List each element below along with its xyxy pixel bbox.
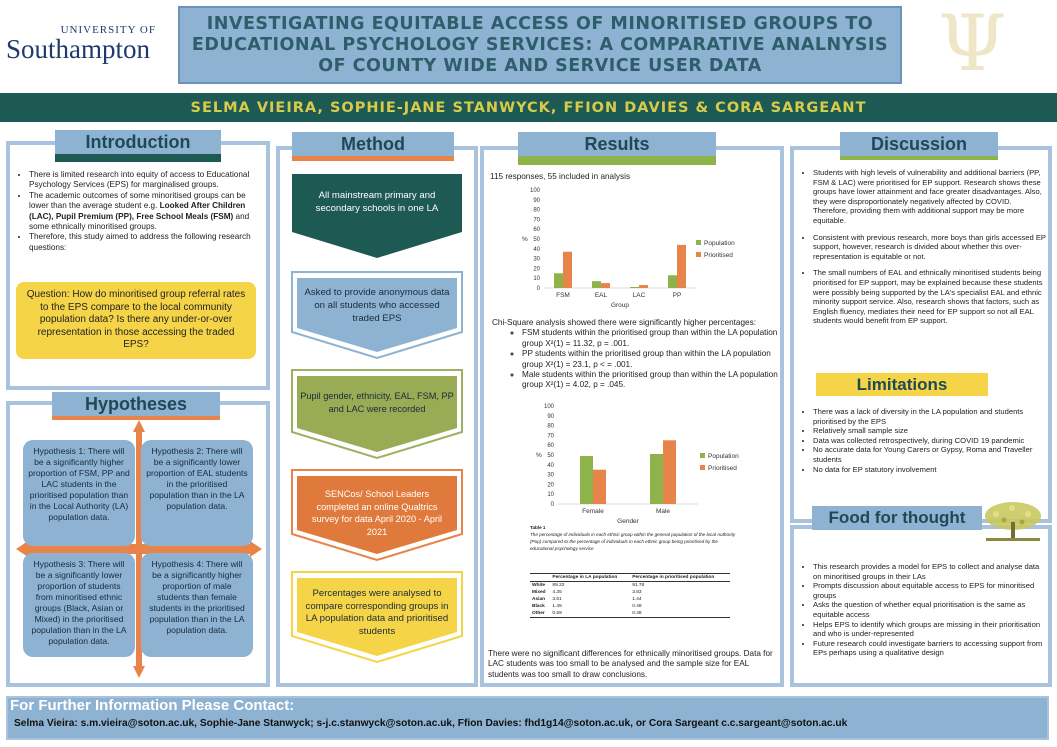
y-tick-label: 90: [547, 413, 554, 420]
table-cell: Black: [532, 604, 545, 609]
bar-population-fsm: [554, 273, 563, 288]
bar-population-pp: [668, 275, 677, 288]
table-cell: 4.35: [552, 590, 562, 595]
table-cell: Other: [530, 610, 550, 618]
food-item: • Helps EPS to identify which groups are missing in their prioritisation and who is under-represented: [813, 620, 1046, 639]
bar-population-lac: [630, 287, 639, 288]
limitation-item: • There was a lack of diversity in the LA population and students prioritised by the EPS: [813, 407, 1046, 426]
y-tick-label: 80: [547, 423, 554, 430]
hypothesis-3: Hypothesis 3: There will be a significantly lower proportion of students from minoritised ethnic groups (Black, Asian or Mixed) in the prioritised population than in the LA population data.: [23, 553, 135, 657]
y-tick-label: 100: [529, 188, 540, 194]
table-caption-block: [530, 524, 740, 552]
y-tick-label: 80: [533, 207, 540, 214]
y-tick-label: 10: [533, 276, 540, 283]
gender-bar-chart: [518, 398, 768, 526]
research-question: [16, 282, 256, 359]
table-cell: 0.48: [630, 610, 730, 618]
introduction-heading-text: Introduction: [85, 132, 191, 152]
heading-underline: [518, 156, 716, 165]
logo-southampton: Southampton: [6, 34, 151, 64]
legend-label: Population: [704, 240, 735, 247]
legend-swatch: [696, 252, 701, 257]
y-tick-label: 30: [547, 472, 554, 479]
table-cell: 1.44: [632, 597, 642, 602]
results-conclusion: There were no significant differences for ethnically minoritised groups. Data for LAC students was too small to be analysed and the sample size for EAL students was too small to draw conclusions.: [488, 649, 773, 679]
x-axis-label: Group: [610, 302, 630, 309]
legend-label: Population: [708, 453, 739, 460]
bar-population-male: [650, 454, 663, 504]
authors: SELMA VIEIRA, SOPHIE-JANE STANWYCK, FFION DAVIES & CORA SARGEANT: [190, 99, 867, 116]
results-heading: [518, 132, 716, 156]
discussion-heading-text: Discussion: [870, 134, 968, 154]
limitation-item: • Data was collected retrospectively, during COVID 19 pandemic: [813, 436, 1046, 446]
limitations-heading: [816, 373, 988, 396]
limitations-body: [800, 407, 1046, 474]
discussion-bullet: • The small numbers of EAL and ethnically minoritised students being prioritised for EP support, may be explained because these students were possibly being supported by the LA's specialist EAL and ethnic minority support service. Also, research shows that factors, such as English fluency, mediates their need for EP support so not all EAL students would benefit from EP support.: [813, 268, 1046, 326]
limitation-item: • Relatively small sample size: [813, 426, 1046, 436]
y-tick-label: 70: [547, 433, 554, 440]
introduction-heading: [55, 130, 221, 154]
research-question-text: Question: How do minoritised group referral rates to the EPS compare to the local community population data? Is there any under-or-over representation in those accessing the traded EPS?: [26, 289, 246, 351]
food-body: [800, 562, 1046, 658]
y-tick-label: 70: [533, 217, 540, 224]
heading-underline: [55, 154, 221, 162]
bar-prioritised-lac: [639, 285, 648, 288]
intro-text: and some ethnically minoritised groups.: [29, 211, 250, 232]
legend-swatch: [700, 465, 705, 470]
legend-label: Prioritised: [708, 465, 737, 472]
table-cell: White: [532, 583, 546, 588]
chi-intro: Chi-Square analysis showed there were significantly higher percentages:: [492, 318, 756, 327]
x-tick-label: Female: [582, 508, 604, 515]
result-item: ◦ Male students within the prioritised group than within the LA population group X²(1) = 4.02, p = .045.: [522, 370, 778, 391]
method-heading: [292, 132, 454, 156]
footer-contact: Selma Vieira: s.m.vieira@soton.ac.uk, Sophie-Jane Stanwyck; s-j.c.stanwyck@soton.ac.uk, Ffion Davies: fhd1g14@soton.ac.uk, or Cora Sargeant c.c.sargeant@soton.ac.uk: [14, 718, 848, 729]
x-tick-label: PP: [672, 292, 682, 299]
legend-label: Prioritised: [704, 252, 733, 259]
table-cell: 3.61: [552, 597, 562, 602]
x-tick-label: LAC: [632, 292, 646, 299]
logo-university-of: UNIVERSITY OF: [60, 24, 156, 36]
table-cell: 0.48: [632, 604, 642, 609]
legend-swatch: [696, 240, 701, 245]
table-cell: 1.45: [552, 604, 562, 609]
discussion-bullet: • Students with high levels of vulnerability and additional barriers (PP, FSM & LAC) were prioritised for EP support. Research shows these groups have lower attainment and face greater disadvantages. Also, they were disproportionately negatively affected by COVID. Therefore, providing them with additional support may be more equitable.: [813, 168, 1046, 226]
y-tick-label: 20: [547, 482, 554, 489]
limitation-item: • No accurate data for Young Carers or Gypsy, Roma and Traveller students: [813, 445, 1046, 464]
results-chi-square: [492, 318, 778, 391]
x-axis-label: Gender: [617, 518, 639, 525]
y-tick-label: 90: [533, 197, 540, 204]
introduction-body: [16, 170, 262, 253]
food-heading-text: Food for thought: [828, 508, 966, 527]
group-bar-chart: [500, 182, 770, 312]
method-heading-text: Method: [341, 134, 405, 154]
y-tick-label: 50: [547, 453, 554, 459]
bar-prioritised-pp: [677, 245, 686, 288]
tree-icon: [982, 500, 1044, 542]
discussion-heading: [840, 132, 998, 156]
table-caption: The percentage of individuals in each ethnic group within the general population of the local Authority (Pop) compared to the percentage of individuals in each ethnic group being prioritised by the educational psychology service: [530, 532, 736, 551]
x-tick-label: FSM: [556, 292, 570, 299]
table-row: [530, 596, 730, 603]
table-cell: 91.78: [632, 583, 645, 588]
intro-bullet: • Therefore, this study aimed to address the following research questions:: [29, 232, 262, 253]
table-row: [530, 610, 730, 618]
food-item: • Prompts discussion about equitable access to EPS for minoritised groups: [813, 581, 1046, 600]
food-item: • This research provides a model for EPS to collect and analyse data on minoritised groups in their LAs: [813, 562, 1046, 581]
y-axis-label: %: [522, 236, 528, 243]
table-header-cell: Percentage in LA population: [550, 574, 630, 582]
x-tick-label: Male: [655, 508, 671, 515]
discussion-bullet: • Consistent with previous research, more boys than girls accessed EP support, however, research is divided about whether this over-representation is equitable or not.: [813, 233, 1046, 262]
y-tick-label: 40: [533, 246, 540, 253]
bar-prioritised-eal: [601, 283, 610, 288]
y-tick-label: 60: [533, 227, 540, 234]
bar-prioritised-male: [663, 440, 676, 504]
y-axis-label: %: [536, 452, 542, 459]
bar-population-female: [580, 456, 593, 504]
table-cell: 0.59: [550, 610, 630, 618]
limitation-item: • No data for EP statutory involvement: [813, 465, 1046, 475]
hypothesis-1: Hypothesis 1: There will be a significantly higher proportion of FSM, PP and LAC students in the prioritised population than in the Local Authority (LA) population data.: [23, 440, 135, 546]
hypothesis-2: Hypothesis 2: There will be a significantly lower proportion of EAL students in the prioritised population than in the LA population data.: [141, 440, 253, 546]
intro-bold: Looked After Children (LAC), Pupil Premium (PP), Free School Meals (FSM): [29, 201, 246, 221]
intro-text: The academic outcomes of some minoritised groups can be lower than the average student e.g.: [29, 190, 246, 211]
intro-bullet: • There is limited research into equity of access to Educational Psychology Services (EPS) for marginalised groups.: [29, 170, 262, 191]
hypotheses-heading-text: Hypotheses: [84, 394, 188, 414]
table-row: [530, 582, 730, 590]
y-tick-label: 20: [533, 266, 540, 273]
intro-bullet: [29, 191, 262, 233]
hypotheses-heading: [52, 392, 220, 416]
y-tick-label: 50: [533, 237, 540, 243]
method-step-2: Asked to provide anonymous data on all students who accessed traded EPS: [304, 286, 450, 324]
table-label: Table 1: [530, 525, 546, 530]
results-heading-text: Results: [584, 134, 650, 154]
poster-title: INVESTIGATING EQUITABLE ACCESS OF MINORITISED GROUPS TO EDUCATIONAL PSYCHOLOGY SERVICES: A COMPARATIVE ANALNYSIS OF COUNTY WIDE AND SERVICE USER DATA: [191, 13, 889, 76]
result-item: ◦ PP students within the prioritised group than within the LA population group X²(1) = 23.1, p < = .001.: [522, 349, 778, 370]
limitations-heading-text: Limitations: [856, 375, 948, 394]
food-heading: [812, 506, 982, 530]
poster-title-box: [178, 6, 902, 84]
footer-title: For Further Information Please Contact:: [10, 697, 295, 714]
discussion-body: [800, 168, 1046, 326]
table-cell: 3.83: [632, 590, 642, 595]
heading-underline: [292, 156, 454, 161]
table-header-row: [530, 574, 730, 582]
method-step-3: Pupil gender, ethnicity, EAL, FSM, PP and LAC were recorded: [300, 391, 454, 414]
heading-underline: [840, 156, 998, 160]
ethnicity-table: [530, 573, 730, 618]
method-step-1: All mainstream primary and secondary schools in one LA: [315, 190, 439, 214]
food-item: • Asks the question of whether equal prioritisation is the same as equitable access: [813, 600, 1046, 619]
bar-prioritised-fsm: [563, 252, 572, 288]
y-tick-label: 100: [543, 404, 554, 410]
table-cell: 89.22: [552, 583, 565, 588]
hypothesis-4: Hypothesis 4: There will be a significantly higher proportion of male students than female students in the prioritised population than in the LA population data.: [141, 553, 253, 657]
table-header-cell: [530, 574, 550, 582]
x-tick-label: EAL: [594, 292, 608, 299]
table-row: [530, 589, 730, 596]
y-tick-label: 40: [547, 462, 554, 469]
y-tick-label: 0: [536, 286, 540, 292]
table-row: [530, 603, 730, 610]
authors-bar: [0, 93, 1057, 122]
y-tick-label: 60: [547, 443, 554, 450]
table-cell: Asian: [532, 597, 546, 602]
university-logo: [6, 24, 176, 62]
result-item: ◦ FSM students within the prioritised group than within the LA population group X²(1) = 11.32, p = .001.: [522, 328, 778, 349]
table-header-cell: Percentage in prioritised population: [630, 574, 730, 582]
results-responses: 115 responses, 55 included in analysis: [490, 172, 631, 181]
food-item: • Future research could investigate barriers to accessing support from EPs perhaps using a qualitative design: [813, 639, 1046, 658]
y-tick-label: 0: [550, 502, 554, 508]
table-cell: Mixed: [532, 590, 546, 595]
bar-prioritised-female: [593, 470, 606, 504]
method-step-4: SENCos/ School Leaders completed an online Qualtrics survey for data April 2020 - April 2021: [311, 489, 443, 537]
psi-icon: Ψ: [938, 0, 1007, 89]
bar-population-eal: [592, 281, 601, 288]
table-body: [530, 582, 730, 618]
legend-swatch: [700, 453, 705, 458]
y-tick-label: 10: [547, 492, 554, 499]
method-step-5: Percentages were analysed to compare corresponding groups in LA population data and prioritised students: [305, 588, 449, 637]
y-tick-label: 30: [533, 256, 540, 263]
